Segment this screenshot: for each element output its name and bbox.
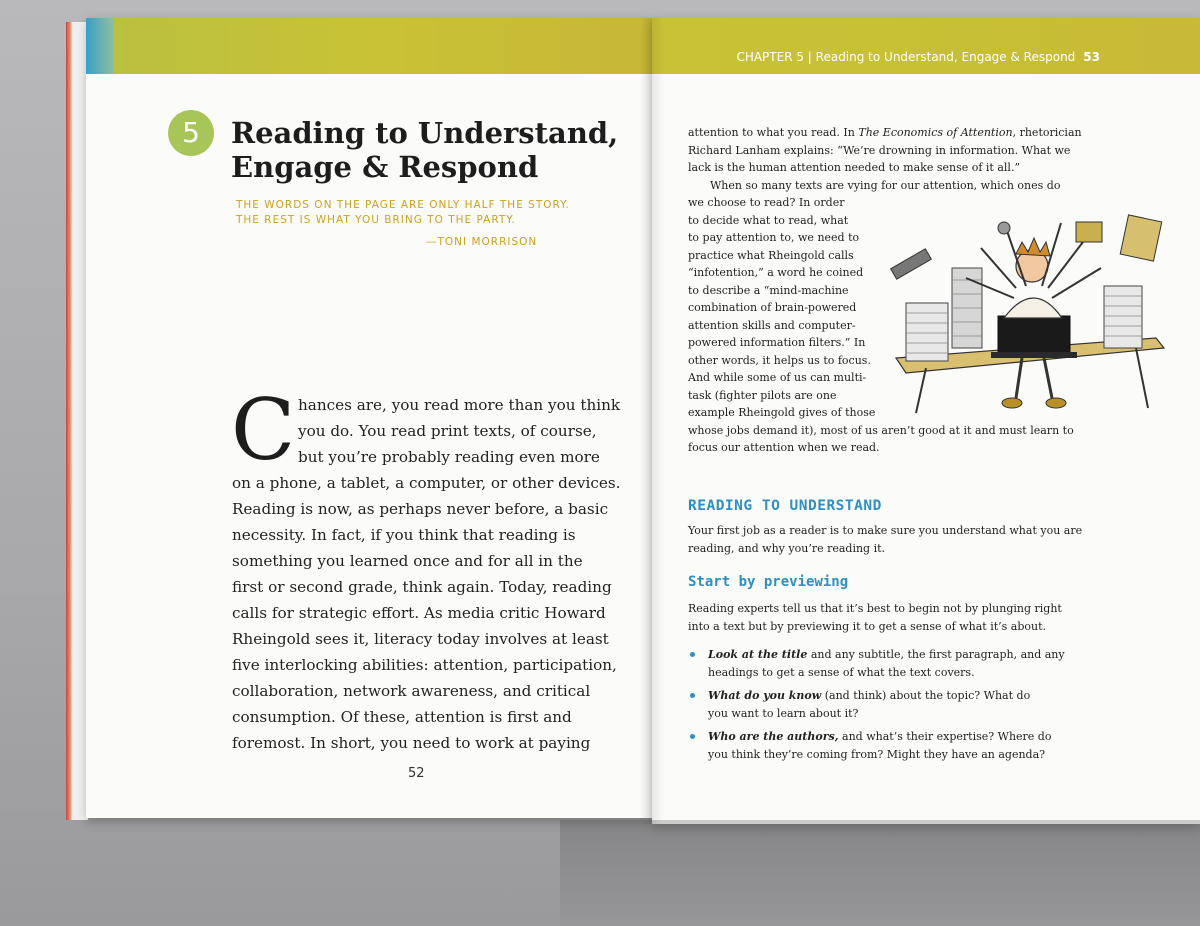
subsection-body [688,600,1108,635]
body-line: Reading experts tell us that it’s best to begin not by plunging right [688,602,1062,615]
list-item [686,646,1086,681]
body-line: whose jobs demand it), most of us aren’t good at it and must learn to [688,423,1074,437]
chapter-number-badge: 5 [168,110,214,156]
bullet-text: you think they’re coming from? Might they have an agenda? [708,747,1046,761]
list-item [686,687,1086,722]
body-text: attention to what you read. In [688,126,859,139]
body-line: but you’re probably reading even more [298,448,600,466]
body-line: to describe a “mind-machine [688,283,849,297]
body-line: lack is the human attention needed to make sense of it all.” [688,161,1021,174]
section-body [688,522,1088,557]
wrapped-text-block [688,194,876,422]
body-line: calls for strategic effort. As media critic Howard [232,604,606,622]
header-band [652,18,1200,74]
body-line: foremost. In short, you need to work at paying [232,734,591,752]
bullet-icon [690,734,695,739]
bullet-text: you want to learn about it? [708,706,859,720]
page-edges [66,22,88,820]
book-title: The Economics of Attention [858,126,1013,139]
body-line: “infotention,” a word he coined [688,266,864,279]
epigraph [236,198,596,228]
drop-cap: C [231,381,296,479]
epigraph-line2: THE REST IS WHAT YOU BRING TO THE PARTY. [236,214,516,226]
preview-tips-list [686,646,1086,769]
body-line: combination of brain-powered [688,301,857,314]
bullet-icon [690,652,695,657]
body-line: consumption. Of these, attention is first and [232,708,572,726]
body-line: example Rheingold gives of those [688,406,876,419]
left-body-text [232,392,621,756]
chapter-title-line2: Engage & Respond [231,150,539,184]
section-heading: READING TO UNDERSTAND [688,498,882,514]
running-head-text: CHAPTER 5 | Reading to Understand, Engage & Respond [736,50,1076,64]
epigraph-line1: THE WORDS ON THE PAGE ARE ONLY HALF THE STORY. [236,199,570,211]
body-line: necessity. In fact, if you think that reading is [232,526,576,544]
body-line: Your first job as a reader is to make sure you understand what you are [688,524,1083,537]
bullet-lead: Who are the authors, [708,730,839,743]
body-line: you do. You read print texts, of course, [298,422,597,440]
body-line: five interlocking abilities: attention, participation, [232,656,617,674]
body-line: other words, it helps us to focus. [688,353,871,367]
header-band-edge [86,18,114,74]
body-line: reading, and why you’re reading it. [688,541,886,555]
body-line: into a text but by previewing it to get a sense of what it’s about. [688,619,1047,633]
body-line: we choose to read? In order [688,196,845,209]
bullet-text: and what’s their expertise? Where do [838,730,1052,743]
book-gutter [640,18,664,824]
body-line: focus our attention when we read. [688,441,880,454]
body-line: hances are, you read more than you think [298,396,621,414]
bullet-text: and any subtitle, the first paragraph, and any [807,648,1065,661]
body-line: And while some of us can multi- [688,371,867,384]
body-line: attention skills and computer- [688,318,856,332]
bullet-lead: What do you know [708,689,822,702]
scan-shadow [560,820,1200,926]
bullet-lead: Look at the title [708,648,808,661]
bullet-icon [690,693,695,698]
body-line: Richard Lanham explains: “We’re drowning in information. What we [688,143,1071,157]
body-line: to pay attention to, we need to [688,231,860,244]
page-number-left: 52 [408,766,425,781]
body-line: task (fighter pilots are one [688,388,837,402]
body-line: on a phone, a tablet, a computer, or other devices. [232,474,621,492]
header-band [86,18,652,74]
body-line: collaboration, network awareness, and critical [232,682,591,700]
right-page [652,18,1200,824]
body-line: Reading is now, as perhaps never before, a basic [232,500,609,518]
body-text: , rhetorician [1012,126,1082,139]
body-line: first or second grade, think again. Today, reading [232,578,612,596]
page-number-right: 53 [1083,50,1100,64]
chapter-title-line1: Reading to Understand, [231,116,619,150]
left-page [86,18,652,818]
bullet-text: headings to get a sense of what the text covers. [708,665,975,679]
bullet-text: (and think) about the topic? What do [821,689,1031,702]
body-line: When so many texts are vying for our attention, which ones do [710,178,1061,192]
chapter-title [231,116,631,184]
epigraph-attribution: —TONI MORRISON [426,236,538,248]
body-line: practice what Rheingold calls [688,248,854,262]
list-item [686,728,1086,763]
body-line: to decide what to read, what [688,213,849,227]
subsection-heading: Start by previewing [688,574,849,590]
body-line [688,124,1084,142]
body-line: something you learned once and for all in the [232,552,583,570]
body-line: Rheingold sees it, literacy today involves at least [232,630,609,648]
body-line: powered information filters.” In [688,336,866,349]
running-head [736,50,1100,64]
multitasking-person-illustration [886,208,1168,426]
